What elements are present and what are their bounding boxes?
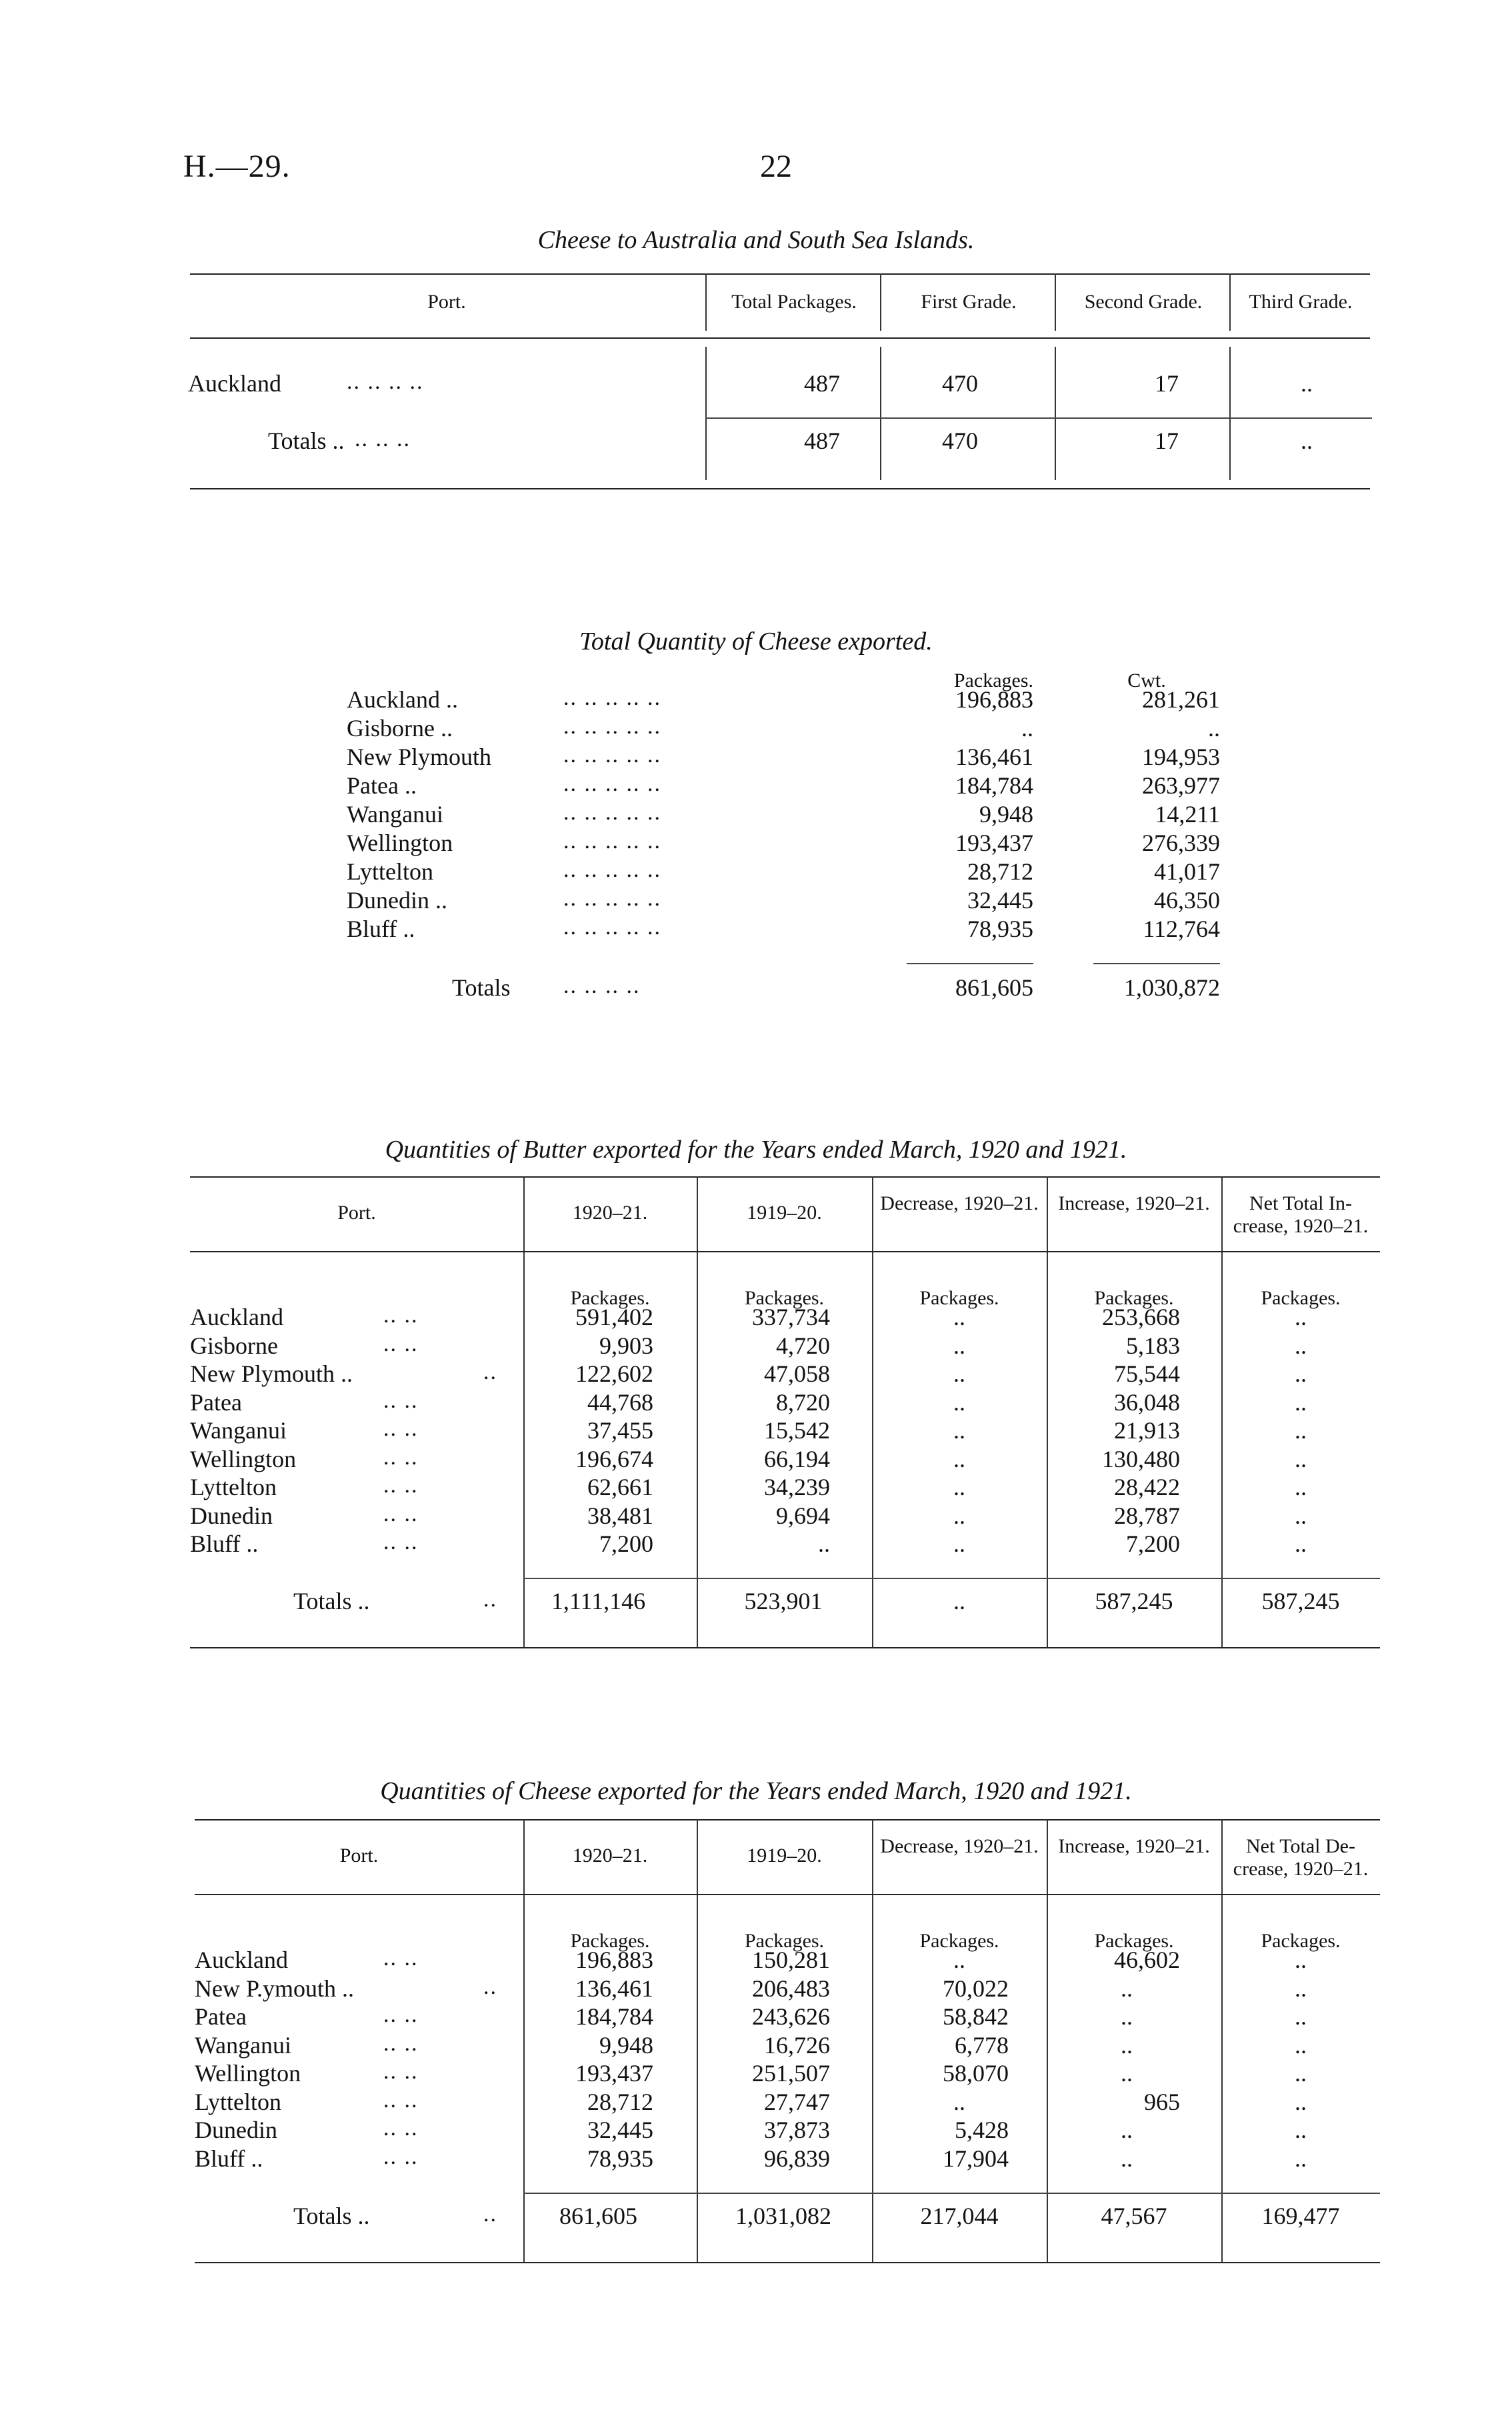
- total-increase: 47,567: [1101, 2203, 1167, 2229]
- packages-value: 184,784: [955, 772, 1033, 799]
- column-rule: [1055, 273, 1056, 331]
- header-cell: Second Grade.: [1084, 291, 1203, 313]
- decrease-value: 58,842: [943, 2003, 1009, 2030]
- net-total-value: ..: [1295, 1502, 1307, 1529]
- leader-dots: .. ..: [383, 1444, 419, 1470]
- header-cell: Net Total In- crease, 1920–21.: [1233, 1192, 1369, 1237]
- total-1920-21: 861,605: [559, 2203, 637, 2229]
- unit-label: Packages.: [919, 1930, 999, 1952]
- total-packages: 487: [804, 427, 840, 454]
- page-number: 22: [760, 149, 792, 184]
- value-1920-21: 122,602: [575, 1360, 653, 1387]
- net-total-value: ..: [1295, 2145, 1307, 2172]
- decrease-value: ..: [953, 1445, 965, 1472]
- document-reference: H.—29.: [183, 149, 291, 184]
- net-total-value: ..: [1295, 2031, 1307, 2059]
- value-1920-21: 196,674: [575, 1445, 653, 1472]
- leader-dots: .. ..: [383, 2087, 419, 2113]
- header-cell: Port.: [337, 1202, 376, 1224]
- header-cell: 1919–20.: [747, 1845, 822, 1867]
- leader-dots: .. ..: [383, 1946, 419, 1971]
- net-total-value: ..: [1295, 1388, 1307, 1416]
- value-1919-20: ..: [818, 1530, 830, 1557]
- leader-dots: .. .. .. .. ..: [563, 714, 661, 739]
- value-1919-20: 27,747: [764, 2088, 830, 2115]
- cwt-value: 281,261: [1142, 686, 1220, 713]
- value-1920-21: 193,437: [575, 2060, 653, 2087]
- rule-line: [190, 1251, 1380, 1252]
- value-1919-20: 4,720: [776, 1332, 830, 1359]
- third-grade: ..: [1301, 427, 1313, 454]
- leader-dots: .. ..: [383, 2144, 419, 2169]
- port-name: Gisborne: [190, 1332, 278, 1359]
- totals-label: Totals ..: [293, 1588, 370, 1614]
- leader-dots: .. ..: [383, 1331, 419, 1356]
- unit-label: Packages.: [1261, 1287, 1341, 1309]
- increase-value: 965: [1144, 2088, 1180, 2115]
- first-grade: 470: [942, 370, 978, 397]
- decrease-value: ..: [953, 1388, 965, 1416]
- port-name: Auckland: [188, 370, 281, 397]
- port-name: Patea ..: [347, 772, 417, 799]
- port-name: Bluff ..: [190, 1530, 259, 1557]
- unit-label: Packages.: [570, 1930, 650, 1952]
- port-name: Bluff ..: [347, 916, 415, 942]
- column-rule: [880, 347, 881, 480]
- increase-value: ..: [1121, 1975, 1133, 2002]
- unit-label: Packages.: [1261, 1930, 1341, 1952]
- leader-dots: .. ..: [383, 1416, 419, 1441]
- leader-dots: .. .. .. .. ..: [563, 858, 661, 882]
- header-cell: Port.: [339, 1845, 379, 1867]
- value-1920-21: 28,712: [587, 2088, 653, 2115]
- value-1920-21: 196,883: [575, 1947, 653, 1973]
- leader-dots: ..: [483, 1587, 497, 1612]
- cwt-unit: Cwt.: [1127, 670, 1166, 692]
- increase-value: 28,787: [1114, 1502, 1180, 1529]
- cwt-value: ..: [1208, 715, 1220, 742]
- second-grade: 17: [1155, 370, 1179, 397]
- net-total-value: ..: [1295, 2060, 1307, 2087]
- increase-value: 21,913: [1114, 1417, 1180, 1444]
- port-name: Totals ..: [268, 427, 345, 454]
- leader-dots: .. .. .. ..: [347, 369, 424, 394]
- first-grade: 470: [942, 427, 978, 454]
- increase-value: ..: [1121, 2003, 1133, 2030]
- leader-dots: ..: [483, 1360, 497, 1384]
- header-cell: Port.: [427, 291, 466, 313]
- rule-line: [190, 337, 1370, 339]
- port-name: New Plymouth ..: [190, 1360, 353, 1387]
- increase-value: ..: [1121, 2145, 1133, 2172]
- increase-value: 46,602: [1114, 1947, 1180, 1973]
- decrease-value: ..: [953, 1530, 965, 1557]
- cwt-value: 14,211: [1155, 801, 1220, 828]
- decrease-value: ..: [953, 1360, 965, 1387]
- value-1919-20: 16,726: [764, 2031, 830, 2059]
- packages-value: 9,948: [979, 801, 1033, 828]
- leader-dots: .. ..: [383, 1501, 419, 1526]
- value-1919-20: 34,239: [764, 1474, 830, 1500]
- unit-label: Packages.: [919, 1287, 999, 1309]
- packages-value: 78,935: [967, 916, 1033, 942]
- value-1919-20: 337,734: [752, 1304, 830, 1330]
- totals-label: Totals: [452, 974, 511, 1001]
- total-net: 587,245: [1261, 1588, 1340, 1614]
- header-cell: Increase, 1920–21.: [1058, 1192, 1210, 1214]
- value-1920-21: 62,661: [587, 1474, 653, 1500]
- net-total-value: ..: [1295, 2088, 1307, 2115]
- port-name: Dunedin: [195, 2117, 277, 2143]
- port-name: Auckland: [190, 1304, 283, 1330]
- leader-dots: .. .. .. .. ..: [563, 686, 661, 710]
- increase-value: 7,200: [1126, 1530, 1180, 1557]
- value-1919-20: 9,694: [776, 1502, 830, 1529]
- port-name: Auckland: [195, 1947, 288, 1973]
- header-cell: Total Packages.: [731, 291, 857, 313]
- butter-title: Quantities of Butter exported for the Years ended March, 1920 and 1921.: [385, 1136, 1127, 1164]
- port-name: Bluff ..: [195, 2145, 263, 2172]
- value-1919-20: 251,507: [752, 2060, 830, 2087]
- value-1920-21: 78,935: [587, 2145, 653, 2172]
- port-name: Patea: [195, 2003, 247, 2030]
- packages-value: ..: [1021, 715, 1033, 742]
- total-packages: 487: [804, 370, 840, 397]
- net-total-value: ..: [1295, 1417, 1307, 1444]
- increase-value: 130,480: [1102, 1445, 1180, 1472]
- net-total-value: ..: [1295, 2003, 1307, 2030]
- rule-line: [1093, 963, 1220, 964]
- column-rule: [1229, 273, 1231, 331]
- leader-dots: .. ..: [383, 2003, 419, 2027]
- leader-dots: .. ..: [383, 1473, 419, 1498]
- packages-value: 28,712: [967, 858, 1033, 885]
- unit-label: Packages.: [570, 1287, 650, 1309]
- header-cell: 1920–21.: [572, 1202, 648, 1224]
- rule-line: [195, 1894, 1380, 1895]
- net-total-value: ..: [1295, 2117, 1307, 2143]
- header-cell: Net Total De- crease, 1920–21.: [1233, 1835, 1369, 1880]
- total-packages: 861,605: [955, 974, 1033, 1001]
- port-name: Patea: [190, 1388, 242, 1416]
- total-net: 169,477: [1261, 2203, 1340, 2229]
- leader-dots: .. .. .. .. ..: [563, 886, 661, 911]
- net-total-value: ..: [1295, 1474, 1307, 1500]
- rule-line: [523, 1578, 1380, 1579]
- net-total-value: ..: [1295, 1304, 1307, 1330]
- leader-dots: .. .. .. .. ..: [563, 772, 661, 796]
- decrease-value: 5,428: [955, 2117, 1009, 2143]
- leader-dots: .. ..: [383, 2031, 419, 2056]
- value-1920-21: 44,768: [587, 1388, 653, 1416]
- total-decrease: ..: [953, 1588, 965, 1614]
- increase-value: 253,668: [1102, 1304, 1180, 1330]
- port-name: Wellington: [347, 830, 453, 856]
- decrease-value: ..: [953, 2088, 965, 2115]
- totals-label: Totals ..: [293, 2203, 370, 2229]
- leader-dots: ..: [483, 1974, 497, 1999]
- port-name: New Plymouth: [347, 744, 492, 770]
- port-name: Lyttelton: [190, 1474, 277, 1500]
- total-increase: 587,245: [1095, 1588, 1173, 1614]
- packages-value: 136,461: [955, 744, 1033, 770]
- cwt-value: 41,017: [1154, 858, 1220, 885]
- header-cell: 1919–20.: [747, 1202, 822, 1224]
- port-name: Lyttelton: [347, 858, 433, 885]
- increase-value: ..: [1121, 2117, 1133, 2143]
- decrease-value: ..: [953, 1947, 965, 1973]
- port-name: Wanganui: [190, 1417, 287, 1444]
- net-total-value: ..: [1295, 1360, 1307, 1387]
- port-name: Wellington: [190, 1445, 297, 1472]
- decrease-value: 17,904: [943, 2145, 1009, 2172]
- packages-value: 193,437: [955, 830, 1033, 856]
- rule-line: [907, 963, 1033, 964]
- leader-dots: .. ..: [383, 1388, 419, 1413]
- header-cell: 1920–21.: [572, 1845, 648, 1867]
- value-1919-20: 15,542: [764, 1417, 830, 1444]
- column-rule: [705, 273, 707, 331]
- unit-label: Packages.: [744, 1287, 825, 1309]
- total-1920-21: 1,111,146: [551, 1588, 646, 1614]
- value-1920-21: 136,461: [575, 1975, 653, 2002]
- decrease-value: ..: [953, 1332, 965, 1359]
- value-1919-20: 8,720: [776, 1388, 830, 1416]
- total-cwt: 1,030,872: [1124, 974, 1220, 1001]
- leader-dots: .. ..: [383, 2116, 419, 2141]
- value-1919-20: 206,483: [752, 1975, 830, 2002]
- increase-value: ..: [1121, 2060, 1133, 2087]
- total-cheese-title: Total Quantity of Cheese exported.: [579, 628, 933, 656]
- net-total-value: ..: [1295, 1947, 1307, 1973]
- increase-value: 28,422: [1114, 1474, 1180, 1500]
- port-name: New P.ymouth ..: [195, 1975, 355, 2002]
- port-name: Lyttelton: [195, 2088, 281, 2115]
- unit-label: Packages.: [1094, 1287, 1174, 1309]
- cheese-australia-title: Cheese to Australia and South Sea Islands.: [537, 226, 975, 254]
- packages-value: 32,445: [967, 887, 1033, 914]
- total-1919-20: 523,901: [744, 1588, 823, 1614]
- value-1920-21: 9,903: [599, 1332, 653, 1359]
- increase-value: 75,544: [1114, 1360, 1180, 1387]
- rule-line: [523, 2193, 1380, 2194]
- value-1919-20: 66,194: [764, 1445, 830, 1472]
- cheese-quantities-title: Quantities of Cheese exported for the Years ended March, 1920 and 1921.: [380, 1777, 1132, 1805]
- decrease-value: ..: [953, 1474, 965, 1500]
- leader-dots: .. ..: [383, 2059, 419, 2084]
- value-1920-21: 38,481: [587, 1502, 653, 1529]
- leader-dots: .. ..: [383, 1530, 419, 1554]
- rule-line: [195, 2262, 1380, 2263]
- total-decrease: 217,044: [920, 2203, 999, 2229]
- value-1919-20: 37,873: [764, 2117, 830, 2143]
- cwt-value: 276,339: [1142, 830, 1220, 856]
- header-cell: Decrease, 1920–21.: [880, 1192, 1039, 1214]
- port-name: Wanganui: [347, 801, 444, 828]
- header-cell: Decrease, 1920–21.: [880, 1835, 1039, 1857]
- value-1920-21: 32,445: [587, 2117, 653, 2143]
- increase-value: ..: [1121, 2031, 1133, 2059]
- decrease-value: ..: [953, 1417, 965, 1444]
- header-cell: Third Grade.: [1249, 291, 1353, 313]
- packages-unit: Packages.: [953, 670, 1033, 692]
- cwt-value: 46,350: [1154, 887, 1220, 914]
- value-1919-20: 96,839: [764, 2145, 830, 2172]
- column-rule: [1229, 347, 1231, 480]
- unit-label: Packages.: [744, 1930, 825, 1952]
- decrease-value: 6,778: [955, 2031, 1009, 2059]
- rule-line: [705, 417, 1372, 419]
- column-rule: [1055, 347, 1056, 480]
- rule-line: [195, 1819, 1380, 1821]
- value-1919-20: 243,626: [752, 2003, 830, 2030]
- leader-dots: .. .. .. .. ..: [563, 800, 661, 825]
- value-1920-21: 591,402: [575, 1304, 653, 1330]
- value-1919-20: 150,281: [752, 1947, 830, 1973]
- port-name: Dunedin: [190, 1502, 273, 1529]
- cwt-value: 112,764: [1143, 916, 1220, 942]
- increase-value: 36,048: [1114, 1388, 1180, 1416]
- leader-dots: .. ..: [383, 1303, 419, 1328]
- header-cell: First Grade.: [921, 291, 1017, 313]
- rule-line: [190, 273, 1370, 275]
- port-name: Wellington: [195, 2060, 301, 2087]
- header-cell: Increase, 1920–21.: [1058, 1835, 1210, 1857]
- value-1919-20: 47,058: [764, 1360, 830, 1387]
- leader-dots: .. .. .. .. ..: [563, 743, 661, 768]
- leader-dots: .. .. .. .. ..: [563, 915, 661, 940]
- column-rule: [880, 273, 881, 331]
- leader-dots: .. .. .. ..: [563, 974, 641, 998]
- cwt-value: 194,953: [1142, 744, 1220, 770]
- second-grade: 17: [1155, 427, 1179, 454]
- value-1920-21: 9,948: [599, 2031, 653, 2059]
- net-total-value: ..: [1295, 1530, 1307, 1557]
- packages-value: 196,883: [955, 686, 1033, 713]
- port-name: Wanganui: [195, 2031, 292, 2059]
- unit-label: Packages.: [1094, 1930, 1174, 1952]
- rule-line: [190, 1647, 1380, 1648]
- column-rule: [705, 347, 707, 480]
- leader-dots: ..: [483, 2202, 497, 2227]
- increase-value: 5,183: [1126, 1332, 1180, 1359]
- decrease-value: 58,070: [943, 2060, 1009, 2087]
- decrease-value: ..: [953, 1502, 965, 1529]
- leader-dots: .. .. ..: [355, 427, 411, 451]
- decrease-value: ..: [953, 1304, 965, 1330]
- net-total-value: ..: [1295, 1332, 1307, 1359]
- rule-line: [190, 1176, 1380, 1178]
- value-1920-21: 7,200: [599, 1530, 653, 1557]
- net-total-value: ..: [1295, 1975, 1307, 2002]
- port-name: Dunedin ..: [347, 887, 447, 914]
- rule-line: [190, 488, 1370, 489]
- port-name: Gisborne ..: [347, 715, 453, 742]
- cwt-value: 263,977: [1142, 772, 1220, 799]
- leader-dots: .. .. .. .. ..: [563, 829, 661, 854]
- decrease-value: 70,022: [943, 1975, 1009, 2002]
- value-1920-21: 37,455: [587, 1417, 653, 1444]
- third-grade: ..: [1301, 370, 1313, 397]
- total-1919-20: 1,031,082: [735, 2203, 831, 2229]
- value-1920-21: 184,784: [575, 2003, 653, 2030]
- port-name: Auckland ..: [347, 686, 458, 713]
- net-total-value: ..: [1295, 1445, 1307, 1472]
